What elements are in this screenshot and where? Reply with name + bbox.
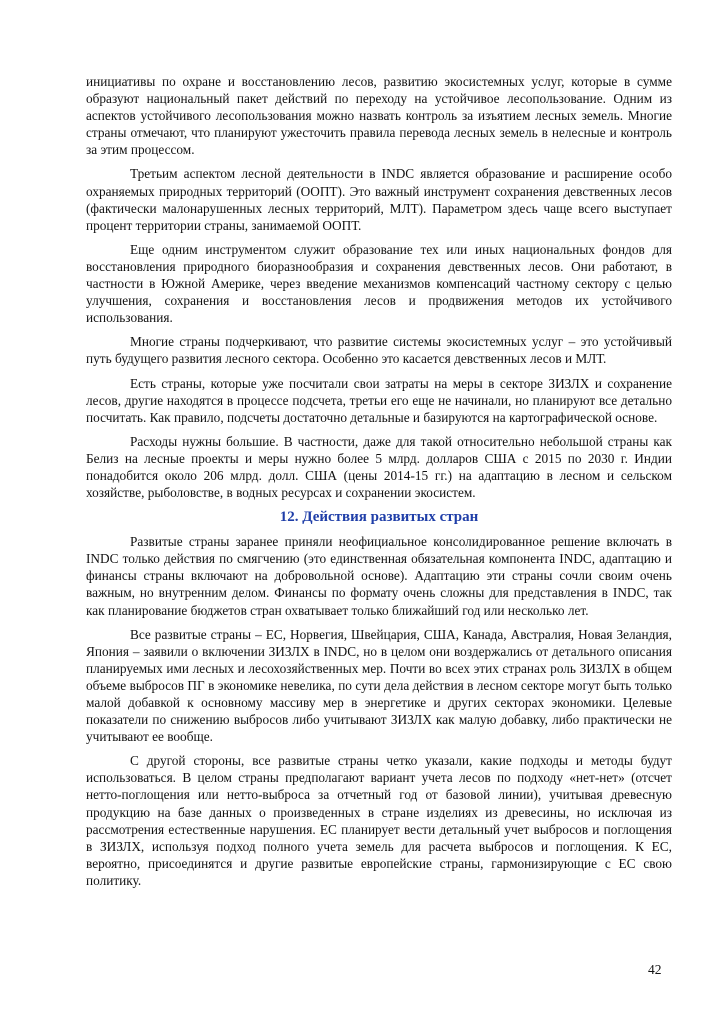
paragraph-ecosystem-services: Многие страны подчеркивают, что развитие системы экосистемных услуг – это устойчивый путь будущего развития лесного сектора. Особенно это касается девственных лесов и МЛТ. (86, 334, 672, 367)
page-number: 42 (648, 962, 662, 977)
paragraph-developed-decision: Развитые страны заранее приняли неофициальное консолидированное решение включать в INDC только действия по смягчению (это единственная обязательная компонента INDC, адаптацию и финансы страны включают на добровольной основе). Адаптацию эти страны сочли своим очень важным, но внутренним делом. Финансы по формату очень сложны для представления в INDC, так как планирование бюджетов стран охватывает только ближайший год или несколько лет. (86, 534, 672, 618)
paragraph-continuation: инициативы по охране и восстановлению лесов, развитию экосистемных услуг, которые в сумме образуют национальный пакет действий по переходу на устойчивое лесопользование. Одним из аспектов устойчивого лесопользования можно назвать контроль за изъятием лесных земель. Многие страны отмечают, что планируют ужесточить правила перевода лесных земель в нелесные и контроль за этим процессом. (86, 74, 672, 158)
paragraph-accounting-approaches: С другой стороны, все развитые страны четко указали, какие подходы и методы будут использоваться. В целом страны предполагают вариант учета лесов по подходу «нет-нет» (отсчет нетто-поглощения или нетто-выброса за отчетный год от базовой линии), учитывая древесную продукцию на базе данных о произведенных в стране изделиях из древесины, но исключая из рассмотрения естественные нарушения. ЕС планирует вести детальный учет выбросов и поглощения в ЗИЗЛХ, используя подход полного учета земель для расчета выбросов и поглощения. К ЕС, вероятно, присоединятся и другие развитые европейские страны, гармонизирующие с ЕС свою политику. (86, 753, 672, 888)
section-heading: 12. Действия развитых стран (279, 509, 479, 526)
paragraph-expenses: Расходы нужны большие. В частности, даже для такой относительно небольшой страны как Белиз на лесные проекты и меры нужно более 5 млрд. долларов США с 2015 по 2030 г. Индии понадобится около 206 млрд. долл. США (цены 2014-15 гг.) на адаптацию в лесном и сельском хозяйстве, рыболовстве, в водных ресурсах и сохранении экосистем. (86, 433, 672, 501)
document-body (86, 73, 672, 896)
paragraph-protected-areas: Третьим аспектом лесной деятельности в INDC является образование и расширение особо охраняемых природных территорий (ООПТ). Это важный инструмент сохранения девственных лесов (фактически малонарушенных лесных территорий, МЛТ). Параметром здесь чаще всего выступает процент территории страны, занимаемой ООПТ. (86, 166, 672, 233)
paragraph-national-funds: Еще одним инструментом служит образование тех или иных национальных фондов для восстановления природного биоразнообразия и сохранения девственных лесов. Они работают, в частности в Южной Америке, через введение механизмов компенсаций частному сектору с целью улучшения, сохранения и восстановления лесов и продвижения методов их устойчивого использования. (86, 241, 672, 326)
paragraph-developed-countries: Все развитые страны – ЕС, Норвегия, Швейцария, США, Канада, Австралия, Новая Зеландия, Япония – заявили о включении ЗИЗЛХ в INDC, но в целом они воздержались от детального описания планируемых ими лесных и лесохозяйственных мер. Почти во всех этих странах роль ЗИЗЛХ в общем объеме выбросов ПГ в экономике невелика, по сути дела действия в лесном секторе могут быть только малой добавкой к основному массиву мер в энергетике и других секторах экономики. Целевые показатели по снижению выбросов либо учитывают ЗИЗЛХ как малую добавку, либо практически не учитывают ее вообще. (86, 626, 672, 745)
paragraph-cost-estimates: Есть страны, которые уже посчитали свои затраты на меры в секторе ЗИЗЛХ и сохранение лесов, другие находятся в процессе подсчета, третьи его еще не начинали, но планируют все детально посчитать. Как правило, подсчеты достаточно детальные и базируются на картографической основе. (86, 375, 672, 425)
